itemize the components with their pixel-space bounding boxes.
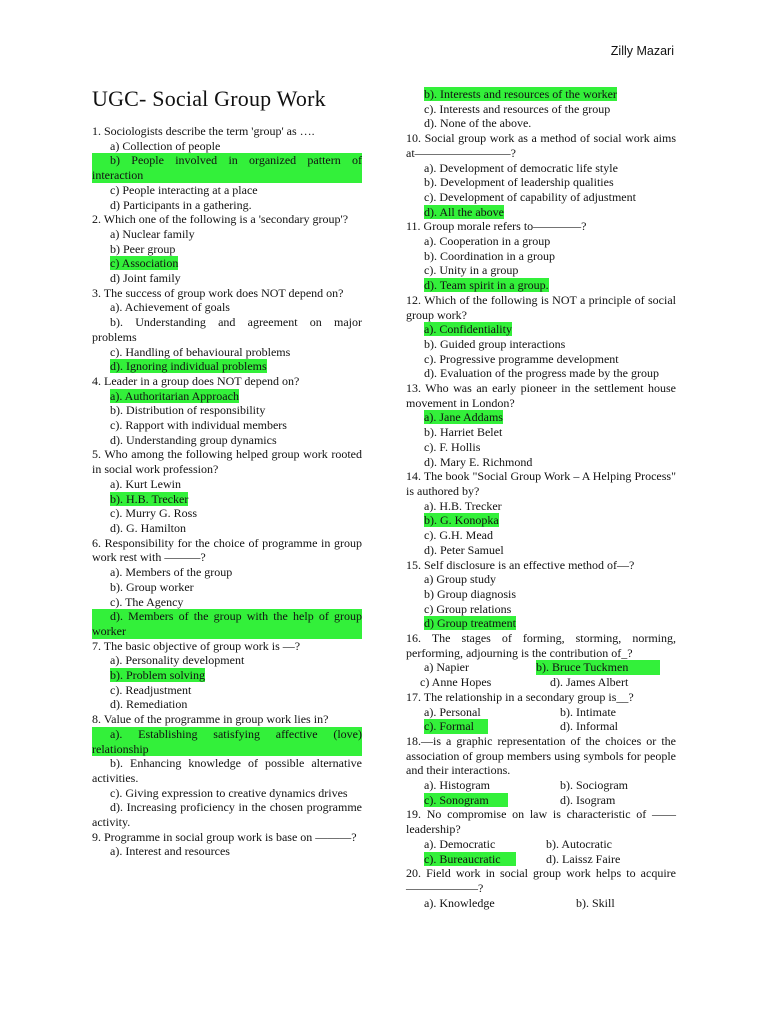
answer-option: a). Establishing satisfying affective (love) relationship (92, 726, 362, 756)
question-text: 14. The book "Social Group Work – A Helping Process" is authored by? (406, 469, 676, 498)
q16-options-row-2 (406, 675, 676, 690)
answer-option: d) Participants in a gathering. (110, 197, 252, 212)
answer-option: c). Unity in a group (424, 263, 519, 278)
answer-option: c). Development of capability of adjustment (424, 189, 636, 204)
question-text: 6. Responsibility for the choice of programme in group work rest with ———? (92, 535, 362, 565)
q16-options-row-1 (406, 660, 676, 675)
q19-options-row-1 (406, 837, 676, 852)
q17-option-c: c). Formal (424, 719, 488, 734)
highlighted-answer: d). Team spirit in a group. (424, 278, 549, 293)
q16-option-b: b). Bruce Tuckmen (536, 660, 660, 675)
answer-option: c) Group relations (424, 601, 512, 616)
question-text: 15. Self disclosure is an effective method of—? (406, 557, 635, 572)
q20-option-b: b). Skill (576, 895, 615, 910)
answer-option (92, 492, 362, 507)
answer-option (406, 513, 676, 528)
right-column-items (406, 87, 676, 660)
question-text: 13. Who was an early pioneer in the settlement house movement in London? (406, 381, 676, 410)
answer-option: a) Collection of people (110, 138, 221, 153)
q16-option-d: d). James Albert (550, 675, 629, 690)
right-column (406, 87, 676, 910)
page-title: UGC- Social Group Work (92, 86, 326, 111)
answer-option: b). Understanding and agreement on major problems (92, 315, 362, 344)
answer-option: b) People involved in organized pattern of interaction (92, 153, 362, 183)
answer-option (92, 359, 362, 374)
answer-option: d). Evaluation of the progress made by the group (424, 366, 659, 381)
answer-option: d) Joint family (110, 271, 181, 286)
highlighted-answer: c) Association (110, 256, 179, 271)
q17-option-b: b). Intimate (560, 704, 616, 719)
q18-option-b: b). Sociogram (560, 778, 628, 793)
answer-option: c). Interests and resources of the group (424, 101, 611, 116)
answer-option: c). Rapport with individual members (110, 418, 287, 433)
answer-option (92, 389, 362, 404)
highlighted-answer: a). Authoritarian Approach (110, 388, 239, 403)
answer-option: a) Group study (424, 572, 496, 587)
answer-option: b). Harriet Belet (424, 425, 503, 440)
highlighted-answer: d) Group treatment (424, 616, 516, 631)
q17-options-row-1 (406, 705, 676, 720)
answer-option: d). None of the above. (424, 116, 532, 131)
answer-option: b). Group worker (110, 579, 194, 594)
question-text: 2. Which one of the following is a 'secondary group'? (92, 212, 349, 227)
q19-question: 19. No compromise on law is characteristic of ——leadership? (406, 807, 676, 837)
answer-option: d). Remediation (110, 697, 188, 712)
q17-option-d: d). Informal (560, 719, 618, 734)
question-text: 7. The basic objective of group work is —? (92, 638, 301, 653)
answer-option: d). Increasing proficiency in the chosen programme activity. (92, 800, 362, 830)
question-text: 8. Value of the programme in group work lies in? (92, 712, 329, 727)
highlighted-answer: a). Confidentiality (424, 322, 512, 337)
question-text: 3. The success of group work does NOT depend on? (92, 285, 344, 300)
q18-options-row-2 (406, 793, 676, 808)
answer-option: c). Readjustment (110, 682, 192, 697)
q19-option-d: d). Laissz Faire (546, 851, 621, 866)
answer-option: a). H.B. Trecker (424, 498, 502, 513)
highlighted-answer: b). Problem solving (110, 668, 205, 683)
answer-option: a). Development of democratic life style (424, 160, 618, 175)
answer-option: a). Personality development (110, 653, 245, 668)
highlighted-answer: a). Jane Addams (424, 410, 503, 425)
answer-option (92, 668, 362, 683)
answer-option: c). Murry G. Ross (110, 506, 197, 521)
q19-option-a: a). Democratic (424, 836, 496, 851)
answer-option: c) People interacting at a place (110, 182, 258, 197)
answer-option: b). Distribution of responsibility (110, 403, 266, 418)
answer-option: a). Achievement of goals (110, 300, 230, 315)
answer-option: c). The Agency (110, 594, 184, 609)
answer-option (406, 322, 676, 337)
answer-option: a). Cooperation in a group (424, 234, 551, 249)
answer-option: b) Group diagnosis (424, 586, 516, 601)
question-text: 4. Leader in a group does NOT depend on? (92, 373, 300, 388)
answer-option (406, 205, 676, 220)
answer-option (406, 87, 676, 102)
answer-option (406, 278, 676, 293)
q19-options-row-2 (406, 852, 676, 867)
highlighted-answer: d). Ignoring individual problems (110, 359, 267, 374)
q18-question: 18.—is a graphic representation of the choices or the association of group members using symbols for people and their interactions. (406, 733, 676, 778)
q20-option-a: a). Knowledge (424, 895, 495, 910)
answer-option: c). G.H. Mead (424, 528, 493, 543)
question-text: 9. Programme in social group work is base on ———? (92, 829, 357, 844)
question-text: 12. Which of the following is NOT a principle of social group work? (406, 292, 676, 322)
answer-option: a) Nuclear family (110, 226, 195, 241)
answer-option (92, 256, 362, 271)
answer-option: b). Coordination in a group (424, 248, 555, 263)
answer-option: c). Handling of behavioural problems (110, 344, 291, 359)
highlighted-answer: b). Interests and resources of the worker (424, 87, 617, 101)
q17-question: 17. The relationship in a secondary group is__? (406, 689, 634, 704)
q18-option-c: c). Sonogram (424, 793, 508, 808)
answer-option: c). Progressive programme development (424, 351, 619, 366)
question-text: 16. The stages of forming, storming, norming, performing, adjourning is the contribution of_? (406, 631, 676, 660)
q18-option-d: d). Isogram (560, 792, 616, 807)
q16-option-c: c) Anne Hopes (420, 675, 492, 690)
q19-option-c: c). Bureaucratic (424, 852, 516, 867)
q18-options-row-1 (406, 778, 676, 793)
question-text: 10. Social group work as a method of social work aims at————————? (406, 131, 676, 160)
q17-option-a: a). Personal (424, 704, 481, 719)
answer-option: b). Guided group interactions (424, 336, 566, 351)
answer-option: b). Enhancing knowledge of possible alternative activities. (92, 756, 362, 785)
answer-option: a). Kurt Lewin (110, 476, 181, 491)
left-column (92, 124, 362, 859)
answer-option: d). Mary E. Richmond (424, 454, 533, 469)
answer-option: a). Interest and resources (110, 844, 230, 859)
answer-option: b) Peer group (110, 241, 176, 256)
q20-question: 20. Field work in social group work helps to acquire——————? (406, 866, 676, 895)
highlighted-answer: b). H.B. Trecker (110, 491, 189, 506)
q17-options-row-2 (406, 719, 676, 734)
q20-options-row-1 (406, 896, 676, 911)
highlighted-answer: b). G. Konopka (424, 513, 499, 528)
answer-option: c). Giving expression to creative dynamics drives (110, 785, 348, 800)
answer-option: b). Development of leadership qualities (424, 175, 614, 190)
answer-option: d). G. Hamilton (110, 520, 186, 535)
question-text: 1. Sociologists describe the term 'group' as …. (92, 124, 315, 138)
q19-option-b: b). Autocratic (546, 836, 612, 851)
question-text: 5. Who among the following helped group work rooted in social work profession? (92, 447, 362, 477)
answer-option (406, 410, 676, 425)
author-name: Zilly Mazari (610, 44, 674, 58)
highlighted-answer: d). All the above (424, 204, 504, 219)
answer-option: d). Understanding group dynamics (110, 432, 277, 447)
q16-option-a: a) Napier (424, 660, 469, 675)
q18-option-a: a). Histogram (424, 778, 490, 793)
answer-option (406, 616, 676, 631)
answer-option: c). F. Hollis (424, 439, 481, 454)
question-text: 11. Group morale refers to————? (406, 219, 587, 234)
answer-option: a). Members of the group (110, 565, 233, 580)
answer-option: d). Members of the group with the help of group worker (92, 609, 362, 638)
answer-option: d). Peter Samuel (424, 542, 504, 557)
